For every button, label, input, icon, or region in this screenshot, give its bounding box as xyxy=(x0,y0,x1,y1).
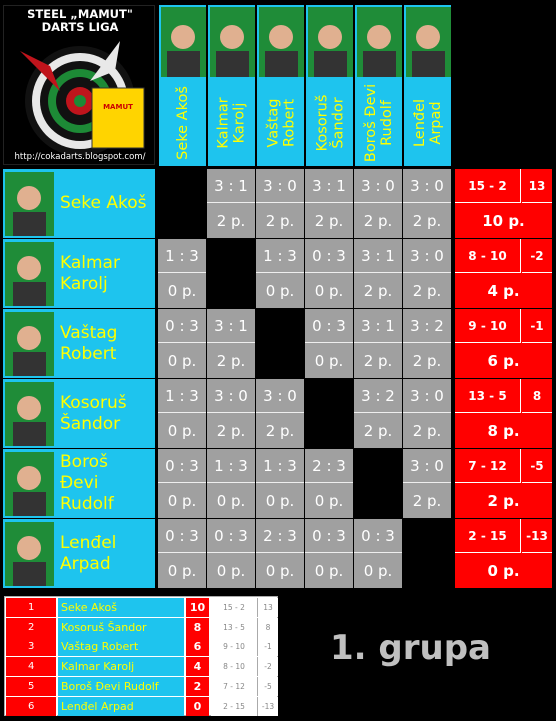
match-score: 1 : 3 xyxy=(158,239,206,273)
match-points: 0 p. xyxy=(167,352,197,370)
standing-legs: 7 - 12 xyxy=(211,677,258,696)
match-points: 2 p. xyxy=(216,422,246,440)
leg-difference: -2 xyxy=(522,239,552,273)
column-player-name: Lenđel Arpad xyxy=(412,98,444,148)
standing-diff: 8 xyxy=(258,618,278,637)
match-result-cell xyxy=(158,449,206,518)
leg-difference: -1 xyxy=(522,309,552,343)
match-result-cell xyxy=(354,309,402,378)
leg-difference: 8 xyxy=(522,379,552,413)
match-points: 0 p. xyxy=(167,282,197,300)
row-totals xyxy=(455,239,552,308)
match-points: 0 p. xyxy=(314,562,344,580)
match-result-cell xyxy=(256,449,304,518)
standing-diff: -5 xyxy=(258,677,278,696)
league-url[interactable]: http://cokadarts.blogspot.com/ xyxy=(14,152,146,162)
match-score: 3 : 0 xyxy=(256,169,304,203)
match-score: 2 : 3 xyxy=(305,449,353,483)
column-header-1 xyxy=(158,5,206,166)
column-header-5 xyxy=(354,5,402,166)
diagonal-cell xyxy=(256,309,304,378)
match-score: 0 : 3 xyxy=(207,519,255,553)
standing-legs: 13 - 5 xyxy=(211,618,258,637)
match-points: 0 p. xyxy=(265,562,295,580)
match-points: 0 p. xyxy=(265,492,295,510)
legs-total: 15 - 2 xyxy=(455,169,521,203)
match-result-cell xyxy=(354,379,402,448)
match-result-cell xyxy=(207,379,255,448)
match-result-cell xyxy=(403,169,451,238)
standing-name: Lenđel Arpad xyxy=(58,697,184,716)
standing-position: 1 xyxy=(6,598,57,617)
legs-total: 7 - 12 xyxy=(455,449,521,483)
match-result-cell xyxy=(207,449,255,518)
match-score: 3 : 2 xyxy=(403,309,451,343)
match-result-cell xyxy=(305,519,353,588)
match-score: 3 : 0 xyxy=(256,379,304,413)
row-player-name: Kalmar Karolj xyxy=(60,252,120,294)
standing-diff: -13 xyxy=(258,697,278,716)
match-score: 3 : 0 xyxy=(207,379,255,413)
match-score: 3 : 1 xyxy=(207,169,255,203)
match-score: 1 : 3 xyxy=(207,449,255,483)
match-score: 0 : 3 xyxy=(305,309,353,343)
match-score: 0 : 3 xyxy=(354,519,402,553)
match-points: 2 p. xyxy=(265,422,295,440)
match-score: 1 : 3 xyxy=(256,239,304,273)
row-totals xyxy=(455,519,552,588)
match-score: 2 : 3 xyxy=(256,519,304,553)
standing-points: 6 xyxy=(186,637,209,656)
standing-legs: 8 - 10 xyxy=(211,657,258,676)
row-player-name: Boroš Đevi Rudolf xyxy=(60,452,114,514)
match-result-cell xyxy=(354,519,402,588)
standing-points: 0 xyxy=(186,697,209,716)
player-photo xyxy=(5,452,54,516)
match-result-cell xyxy=(158,309,206,378)
row-player-name: Lenđel Arpad xyxy=(60,532,117,574)
standing-name: Seke Akoš xyxy=(58,598,184,617)
column-header-3 xyxy=(256,5,304,166)
standing-name: Kosoruš Šandor xyxy=(58,618,184,637)
match-points: 2 p. xyxy=(216,212,246,230)
player-photo xyxy=(308,7,353,77)
match-points: 2 p. xyxy=(363,352,393,370)
match-score: 3 : 1 xyxy=(354,309,402,343)
row-header-1 xyxy=(3,169,155,238)
row-totals xyxy=(455,379,552,448)
standing-name: Boroš Đevi Rudolf xyxy=(58,677,184,696)
standing-position: 4 xyxy=(6,657,57,676)
standing-name: Vaštag Robert xyxy=(58,637,184,656)
legs-total: 2 - 15 xyxy=(455,519,521,553)
match-points: 0 p. xyxy=(216,492,246,510)
points-total: 2 p. xyxy=(487,492,520,510)
match-result-cell xyxy=(403,379,451,448)
row-totals xyxy=(455,309,552,378)
points-total: 8 p. xyxy=(487,422,520,440)
match-result-cell xyxy=(207,169,255,238)
match-points: 2 p. xyxy=(412,492,442,510)
match-score: 3 : 1 xyxy=(305,169,353,203)
standing-diff: -1 xyxy=(258,637,278,656)
standings-row xyxy=(6,618,278,637)
standing-position: 5 xyxy=(6,677,57,696)
match-result-cell xyxy=(403,239,451,308)
column-player-name: Kalmar Karolj xyxy=(216,97,249,149)
match-result-cell xyxy=(354,169,402,238)
column-header-2 xyxy=(207,5,255,166)
match-points: 2 p. xyxy=(412,282,442,300)
standing-diff: -2 xyxy=(258,657,278,676)
match-points: 2 p. xyxy=(265,212,295,230)
match-points: 2 p. xyxy=(363,282,393,300)
match-score: 0 : 3 xyxy=(305,239,353,273)
row-totals xyxy=(455,449,552,518)
match-points: 0 p. xyxy=(314,282,344,300)
points-total: 10 p. xyxy=(482,212,525,230)
player-photo xyxy=(5,382,54,446)
match-score: 3 : 2 xyxy=(354,379,402,413)
match-points: 2 p. xyxy=(363,212,393,230)
standings-row xyxy=(6,677,278,696)
row-totals xyxy=(455,169,552,238)
standing-legs: 2 - 15 xyxy=(211,697,258,716)
player-photo xyxy=(5,312,54,376)
match-result-cell xyxy=(305,449,353,518)
points-total: 0 p. xyxy=(487,562,520,580)
player-photo xyxy=(5,172,54,236)
standings-row xyxy=(6,637,278,656)
diagonal-cell xyxy=(207,239,255,308)
row-header-6 xyxy=(3,519,155,588)
row-player-name: Kosoruš Šandor xyxy=(60,392,127,434)
player-photo xyxy=(210,7,255,77)
leg-difference: -5 xyxy=(522,449,552,483)
standing-legs: 9 - 10 xyxy=(211,637,258,656)
match-result-cell xyxy=(305,169,353,238)
diagonal-cell xyxy=(158,169,206,238)
match-result-cell xyxy=(207,519,255,588)
match-result-cell xyxy=(305,239,353,308)
match-result-cell xyxy=(158,519,206,588)
svg-text:MAMUT: MAMUT xyxy=(103,103,133,111)
standings-row xyxy=(6,598,278,617)
match-result-cell xyxy=(256,379,304,448)
standings-row xyxy=(6,657,278,676)
diagonal-cell xyxy=(403,519,451,588)
league-logo xyxy=(3,5,155,165)
match-points: 0 p. xyxy=(167,562,197,580)
league-title: STEEL „MAMUT" DARTS LIGA xyxy=(27,7,133,34)
match-points: 2 p. xyxy=(412,422,442,440)
match-result-cell xyxy=(256,519,304,588)
standing-position: 6 xyxy=(6,697,57,716)
player-photo xyxy=(406,7,451,77)
match-points: 0 p. xyxy=(314,492,344,510)
match-points: 2 p. xyxy=(314,212,344,230)
standing-name: Kalmar Karolj xyxy=(58,657,184,676)
match-points: 2 p. xyxy=(412,212,442,230)
match-result-cell xyxy=(207,309,255,378)
match-score: 1 : 3 xyxy=(158,379,206,413)
match-score: 3 : 0 xyxy=(354,169,402,203)
match-points: 2 p. xyxy=(412,352,442,370)
match-score: 0 : 3 xyxy=(158,449,206,483)
match-points: 0 p. xyxy=(314,352,344,370)
match-result-cell xyxy=(403,449,451,518)
row-header-5 xyxy=(3,449,155,518)
standings-row xyxy=(6,697,278,716)
points-total: 6 p. xyxy=(487,352,520,370)
leg-difference: -13 xyxy=(522,519,552,553)
column-player-name: Seke Akoš xyxy=(175,86,192,160)
match-points: 0 p. xyxy=(216,562,246,580)
standing-position: 2 xyxy=(6,618,57,637)
match-score: 0 : 3 xyxy=(305,519,353,553)
match-result-cell xyxy=(403,309,451,378)
row-player-name: Vaštag Robert xyxy=(60,322,118,364)
standing-diff: 13 xyxy=(258,598,278,617)
match-score: 0 : 3 xyxy=(158,519,206,553)
match-result-cell xyxy=(158,239,206,308)
match-score: 3 : 1 xyxy=(207,309,255,343)
match-score: 3 : 0 xyxy=(403,379,451,413)
match-result-cell xyxy=(354,239,402,308)
diagonal-cell xyxy=(305,379,353,448)
diagonal-cell xyxy=(354,449,402,518)
match-result-cell xyxy=(256,239,304,308)
match-score: 3 : 0 xyxy=(403,239,451,273)
match-points: 0 p. xyxy=(265,282,295,300)
match-score: 3 : 1 xyxy=(354,239,402,273)
player-photo xyxy=(5,242,54,306)
standing-points: 2 xyxy=(186,677,209,696)
match-points: 0 p. xyxy=(167,492,197,510)
group-label: 1. grupa xyxy=(330,628,492,668)
player-photo xyxy=(161,7,206,77)
match-points: 0 p. xyxy=(167,422,197,440)
column-player-name: Boroš Đevi Rudolf xyxy=(363,83,396,163)
column-player-name: Kosoruš Šandor xyxy=(314,94,347,152)
match-result-cell xyxy=(158,379,206,448)
row-header-2 xyxy=(3,239,155,308)
column-player-name: Vaštag Robert xyxy=(265,98,298,148)
standing-points: 8 xyxy=(186,618,209,637)
standing-position: 3 xyxy=(6,637,57,656)
standing-points: 4 xyxy=(186,657,209,676)
leg-difference: 13 xyxy=(522,169,552,203)
player-photo xyxy=(357,7,402,77)
standings-table xyxy=(4,596,278,716)
points-total: 4 p. xyxy=(487,282,520,300)
match-result-cell xyxy=(305,309,353,378)
legs-total: 13 - 5 xyxy=(455,379,521,413)
match-result-cell xyxy=(256,169,304,238)
legs-total: 9 - 10 xyxy=(455,309,521,343)
column-header-4 xyxy=(305,5,353,166)
standing-legs: 15 - 2 xyxy=(211,598,258,617)
column-header-6 xyxy=(403,5,451,166)
legs-total: 8 - 10 xyxy=(455,239,521,273)
player-photo xyxy=(5,522,54,586)
player-photo xyxy=(259,7,304,77)
match-score: 3 : 0 xyxy=(403,169,451,203)
match-points: 2 p. xyxy=(363,422,393,440)
match-points: 2 p. xyxy=(216,352,246,370)
row-player-name: Seke Akoš xyxy=(60,193,147,213)
match-score: 1 : 3 xyxy=(256,449,304,483)
row-header-3 xyxy=(3,309,155,378)
match-points: 0 p. xyxy=(363,562,393,580)
match-score: 0 : 3 xyxy=(158,309,206,343)
match-score: 3 : 0 xyxy=(403,449,451,483)
row-header-4 xyxy=(3,379,155,448)
standing-points: 10 xyxy=(186,598,209,617)
